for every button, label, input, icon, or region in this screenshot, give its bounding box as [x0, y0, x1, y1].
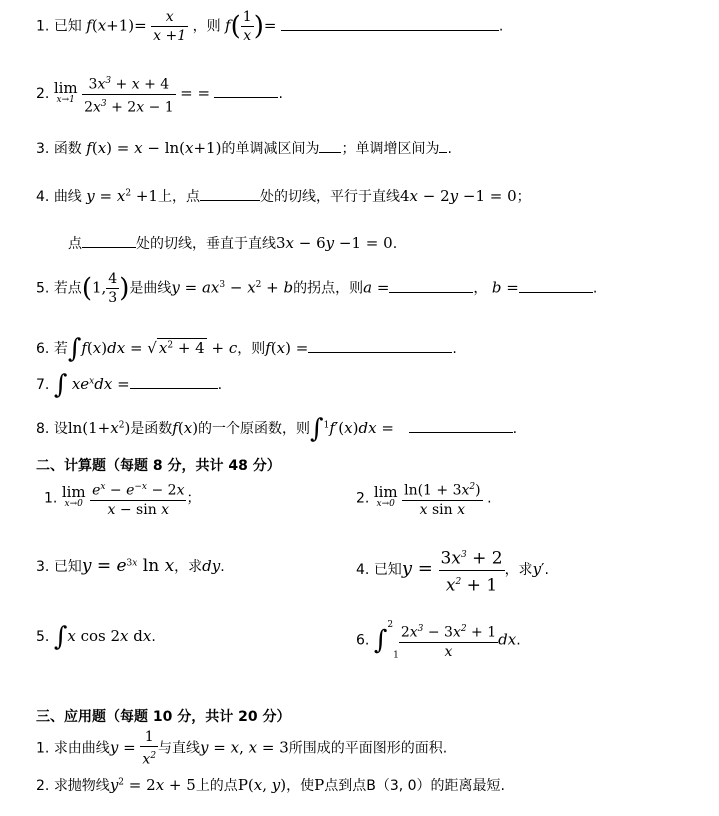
problem-6: 6. 若∫f(x)dx = √ $x^2 + 4 + c$，则f(x) = . [36, 334, 457, 364]
answer-blank[interactable] [389, 278, 473, 293]
limit: lim x→0 [373, 483, 398, 510]
calc-6: 6. ∫$^2$1 $\frac{2x^3 - 3x^2 + 1}{x}$ dx. [356, 620, 521, 661]
problem-number: 3. [36, 141, 50, 157]
section-3-title: 三、应用题（每题 10 分，共计 20 分） [36, 709, 291, 725]
problem-number: 2. [36, 86, 50, 103]
calc-1: 1. lim x→0 $\frac{e^x - e^{-x} - 2x}{\text{x − sin x}}$ ； [44, 478, 200, 519]
fraction: $\frac{3x^3 + x + 4}{2x^3 + 2x - 1}$ [82, 72, 176, 116]
calc-4: 4. 已知y = $\frac{3x^3 + 2}{x^2 + 1}$ ，求y′. [356, 544, 549, 596]
problem-number: 1. [36, 740, 50, 757]
problem-4b: 点 处的切线，垂直于直线3x − 6y −1 = 0. [68, 234, 398, 252]
answer-blank[interactable] [130, 374, 218, 389]
problem-number: 1. [44, 490, 58, 507]
problem-1: 1. 已知 f(x+1)= $\frac{x}{x +1}$ ，则 f( $\frac{1}{x}$ )= . [36, 9, 504, 44]
problem-number: 4. [356, 562, 370, 579]
calc-2: 2. lim x→0 $\frac{\ln(1 + 3x^2)}{\text{x sin x}}$ . [356, 478, 492, 519]
problem-4: 4. 曲线 $y = x^2 +1$上，点 处的切线，平行于直线4x − 2y −1 = 0； [36, 187, 531, 205]
fraction: $\frac{1}{x^2}$ [142, 729, 157, 768]
problem-number: 7. [36, 377, 50, 393]
answer-blank[interactable] [519, 278, 593, 293]
limit: lim x→1 [53, 79, 78, 106]
problem-5: 5. 若点(1, $\frac{4}{3}$ )是曲线$y = ax^3 - x^2 + b$的拐点，则a = ， b = . [36, 271, 598, 306]
fraction: $\frac{x}{x +1}$ [153, 9, 187, 44]
problem-number: 2. [356, 490, 370, 507]
problem-number: 2. [36, 778, 50, 794]
fraction: $\frac{1}{x}$ [242, 9, 252, 44]
fraction: $\frac{3x^3 + 2}{x^2 + 1}$ [439, 544, 505, 596]
problem-number: 5. [36, 629, 50, 645]
app-1: 1. 求由曲线y = $\frac{1}{x^2}$ 与直线y = x, x = 3所围成的平面图形的面积. [36, 729, 448, 768]
fraction: $\frac{4}{3}$ [108, 271, 118, 306]
problem-8: 8. 设$\ln(1+x^2)$是函数f(x)的一个原函数，则∫$^1$f′(x)dx = . [36, 414, 518, 444]
problem-text: ，则 [192, 18, 221, 35]
problem-3: 3. 函数 f(x) = x − ln(x+1)的单调减区间为 ；单调增区间为 . [36, 139, 452, 157]
problem-2: 2. lim x→1 $\frac{3x^3 + x + 4}{2x^3 + 2x - 1}$ = = . [36, 72, 283, 116]
answer-blank[interactable] [308, 338, 452, 353]
calc-5: 5. ∫x cos 2x dx. [36, 622, 156, 652]
fraction: $\frac{\ln(1 + 3x^2)}{\text{x sin x}}$ [402, 478, 483, 519]
problem-number: 8. [36, 421, 50, 437]
problem-7: 7. ∫ $xe^xdx$ = . [36, 370, 223, 400]
section-2-title: 二、计算题（每题 8 分，共计 48 分） [36, 458, 281, 474]
answer-blank[interactable] [319, 138, 341, 153]
fraction: $\frac{2x^3 - 3x^2 + 1}{x}$ [399, 620, 498, 661]
app-2: 2. 求抛物线$y^2 = 2x + 5$上的点P(x, y)，使P点到点B（3, 0）的距离最短. [36, 776, 505, 794]
problem-number: 3. [36, 559, 50, 575]
answer-blank[interactable] [281, 16, 499, 31]
formula: f [86, 16, 92, 35]
answer-blank[interactable] [214, 83, 278, 98]
problem-number: 5. [36, 280, 50, 297]
limit: lim x→0 [61, 483, 86, 510]
problem-number: 6. [36, 341, 50, 357]
fraction: $\frac{e^x - e^{-x} - 2x}{\text{x − sin x}}$ [90, 478, 186, 519]
problem-text: 已知 [53, 18, 82, 35]
answer-blank[interactable] [82, 233, 136, 248]
problem-number: 4. [36, 189, 50, 205]
problem-number: 6. [356, 632, 370, 649]
answer-blank[interactable] [409, 418, 513, 433]
answer-blank[interactable] [200, 186, 260, 201]
problem-number: 1. [36, 18, 50, 35]
calc-3: 3. 已知$y = e^{3x}$ ln x，求dy. [36, 556, 225, 576]
